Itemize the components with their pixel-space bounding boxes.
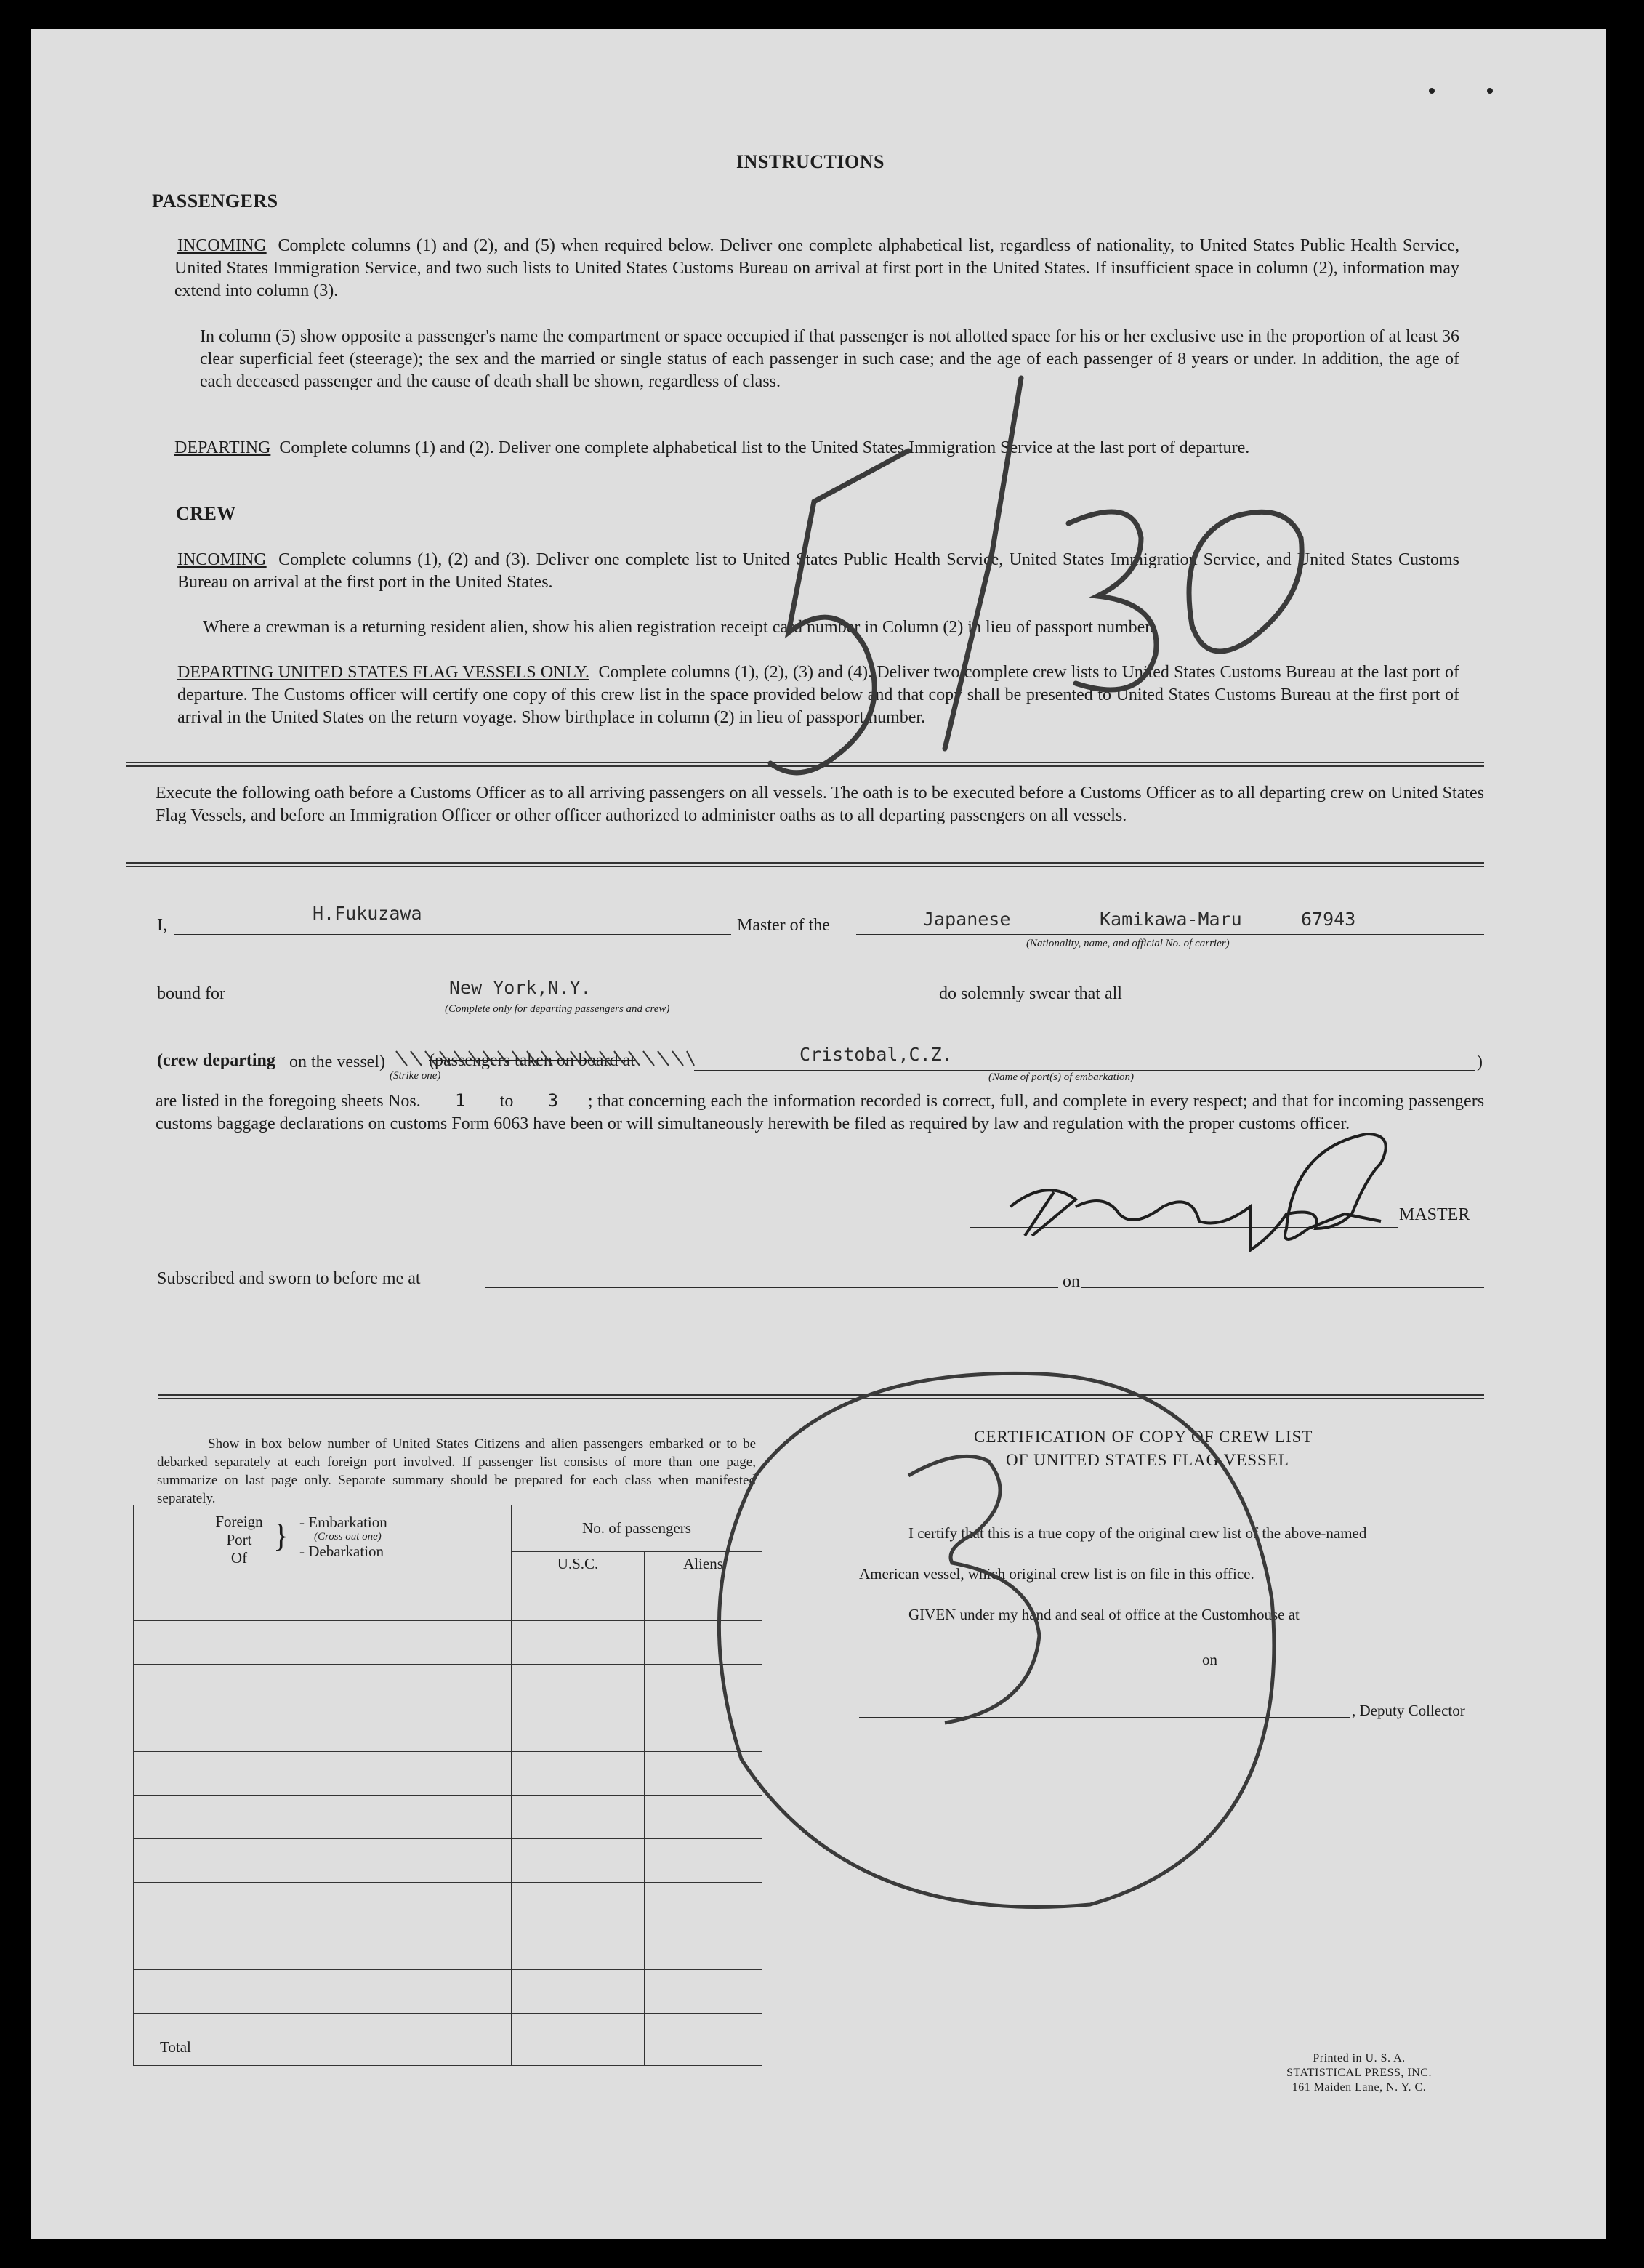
certification-title-line1: CERTIFICATION OF COPY OF CREW LIST bbox=[974, 1428, 1313, 1446]
passengers-departing-label: DEPARTING bbox=[174, 438, 271, 457]
swear-text: do solemnly swear that all bbox=[939, 984, 1122, 1003]
table-row bbox=[134, 1621, 762, 1665]
table-row bbox=[134, 1839, 762, 1883]
deputy-signature-line bbox=[859, 1717, 1350, 1718]
total-label: Total bbox=[134, 2014, 512, 2066]
port-line bbox=[694, 1070, 1475, 1071]
printer-imprint bbox=[1250, 2051, 1468, 2095]
nationality-value: Japanese bbox=[923, 909, 1011, 930]
embarkation-label: - Embarkation bbox=[299, 1513, 387, 1531]
printer-line3: 161 Maiden Lane, N. Y. C. bbox=[1292, 2081, 1427, 2094]
crew-incoming-text: Complete columns (1), (2) and (3). Deliver one complete list to United States Public Health Service, United States Immigration Service, and United States Customs Bureau on arrival at the first port in the United States. bbox=[177, 550, 1459, 592]
aliens-header: Aliens bbox=[645, 1551, 762, 1577]
crew-departing-label: DEPARTING UNITED STATES FLAG VESSELS ONLY. bbox=[177, 663, 589, 682]
of-label: Of bbox=[230, 1549, 248, 1567]
destination-value: New York,N.Y. bbox=[449, 977, 592, 998]
bound-for-label: bound for bbox=[157, 984, 225, 1003]
carrier-caption: (Nationality, name, and official No. of carrier) bbox=[1026, 938, 1230, 949]
listed-paragraph bbox=[156, 1090, 1484, 1135]
foreign-label: Foreign bbox=[215, 1513, 263, 1530]
cross-out-caption: (Cross out one) bbox=[314, 1531, 382, 1543]
strike-caption: (Strike one) bbox=[390, 1070, 441, 1082]
official-number-value: 67943 bbox=[1301, 909, 1356, 930]
crew-departing-paragraph bbox=[177, 662, 1459, 729]
table-row bbox=[134, 1752, 762, 1796]
total-row bbox=[134, 2014, 762, 2066]
master-name-line bbox=[174, 934, 731, 935]
crew-departing-text: Complete columns (1), (2), (3) and (4). Deliver two complete crew lists to United States Customs Bureau at the last port of departure. The Customs officer will certify one copy of this crew list in the space provided below and that copy shall be presented to United States Customs Bureau at the first port of arrival in the United States on the return voyage. Show birthplace in column (2) in lieu of passport number. bbox=[177, 663, 1459, 727]
printer-line2: STATISTICAL PRESS, INC. bbox=[1286, 2067, 1432, 2079]
crew-incoming-paragraph bbox=[177, 549, 1459, 594]
section-divider bbox=[126, 862, 1484, 867]
sheet-from-value: 1 bbox=[425, 1093, 495, 1109]
listed-rest: ; that concerning each the information recorded is correct, full, and complete in every respect; and that for incoming passengers customs baggage declarations on customs Form 6063 have been or will simultaneously herewith be filed as required by law and regulation with the proper customs officer. bbox=[156, 1092, 1485, 1133]
summary-note: Show in box below number of United States Citizens and alien passengers embarked or to be debarked separately at each foreign port involved. If passenger list consists of more than one page, summarize on last page only. Separate summary should be prepared for each class when manifested separately. bbox=[157, 1436, 756, 1506]
certification-on-label: on bbox=[1202, 1651, 1217, 1668]
passengers-heading: PASSENGERS bbox=[152, 190, 278, 212]
column5-paragraph: In column (5) show opposite a passenger's name the compartment or space occupied if that passenger is not allotted space for his or her exclusive use in the proportion of at least 36 clear superficial feet (steerage); the sex and the married or single status of each passenger in such case; and the age of each passenger of 8 years or under. In addition, the age of each deceased passenger and the cause of death shall be shown, regardless of class. bbox=[200, 327, 1459, 391]
deputy-collector-label: , Deputy Collector bbox=[1352, 1702, 1465, 1719]
crew-departing-label: (crew departing bbox=[157, 1051, 275, 1070]
brace-icon: } bbox=[273, 1518, 289, 1553]
subscribed-on-label: on bbox=[1063, 1272, 1080, 1291]
destination-caption: (Complete only for departing passengers and crew) bbox=[445, 1003, 670, 1015]
certification-line2: American vessel, which original crew list is on file in this office. bbox=[859, 1565, 1254, 1583]
carrier-line bbox=[856, 934, 1484, 935]
passenger-summary-table bbox=[133, 1505, 762, 2066]
subscribed-label: Subscribed and sworn to before me at bbox=[157, 1269, 421, 1288]
on-vessel-label: on the vessel) bbox=[289, 1053, 385, 1071]
passengers-incoming-label: INCOMING bbox=[177, 236, 267, 255]
passengers-incoming-text: Complete columns (1) and (2), and (5) when required below. Deliver one complete alphabetical list, regardless of nationality, to United States Public Health Service, United States Immigration Service, and two such lists to United States Customs Bureau on arrival at first port in the United States. If insufficient space in column (2), information may extend into column (3). bbox=[174, 236, 1460, 300]
instructions-title: INSTRUCTIONS bbox=[736, 151, 885, 172]
table-row bbox=[134, 1665, 762, 1708]
master-label: MASTER bbox=[1399, 1205, 1470, 1224]
close-paren: ) bbox=[1477, 1053, 1483, 1071]
table-row bbox=[134, 1577, 762, 1621]
port-value: Cristobal,C.Z. bbox=[799, 1044, 953, 1065]
crew-heading: CREW bbox=[176, 503, 236, 524]
master-of-label: Master of the bbox=[737, 916, 830, 935]
section-divider bbox=[126, 762, 1484, 767]
table-row bbox=[134, 1796, 762, 1839]
section-divider bbox=[158, 1394, 1484, 1399]
certification-line1: I certify that this is a true copy of the original crew list of the above-named bbox=[908, 1524, 1367, 1542]
usc-header: U.S.C. bbox=[512, 1551, 645, 1577]
passengers-departing-text: Complete columns (1) and (2). Deliver one complete alphabetical list to the United States Immigration Service at the last port of departure. bbox=[279, 438, 1250, 457]
master-name-value: H.Fukuzawa bbox=[313, 903, 422, 924]
passengers-taken-label: (passengers taken on board at bbox=[429, 1051, 635, 1070]
table-row bbox=[134, 1883, 762, 1926]
certification-line3: GIVEN under my hand and seal of office at the Customhouse at bbox=[908, 1606, 1300, 1623]
crew-incoming-label: INCOMING bbox=[177, 550, 267, 569]
to-label: to bbox=[499, 1092, 514, 1111]
oath-i-label: I, bbox=[157, 916, 167, 935]
sheet-to-value: 3 bbox=[518, 1093, 588, 1109]
printer-line1: Printed in U. S. A. bbox=[1313, 2052, 1406, 2064]
vessel-name-value: Kamikawa-Maru bbox=[1100, 909, 1242, 930]
passengers-incoming-paragraph bbox=[174, 235, 1459, 302]
subscribed-date-line bbox=[1081, 1287, 1484, 1288]
debarkation-label: - Debarkation bbox=[299, 1543, 384, 1560]
crew-resident-paragraph: Where a crewman is a returning resident alien, show his alien registration receipt card number in Column (2) in lieu of passport number. bbox=[203, 618, 1154, 637]
port-label: Port bbox=[226, 1531, 252, 1548]
table-row bbox=[134, 1970, 762, 2014]
table-row bbox=[134, 1708, 762, 1752]
certification-title-line2: OF UNITED STATES FLAG VESSEL bbox=[1006, 1451, 1289, 1469]
oath-intro: Execute the following oath before a Customs Officer as to all arriving passengers on all vessels. The oath is to be executed before a Customs Officer as to all departing crew on United States Flag Vessels, and before an Immigration Officer or other officer authorized to administer oaths as to all departing passengers on all vessels. bbox=[156, 784, 1484, 825]
signature-line bbox=[970, 1227, 1398, 1228]
table-row bbox=[134, 1926, 762, 1970]
listed-label: are listed in the foregoing sheets Nos. bbox=[156, 1092, 421, 1111]
passengers-departing-paragraph bbox=[174, 437, 1459, 459]
port-header-cell bbox=[134, 1505, 512, 1577]
no-passengers-header: No. of passengers bbox=[512, 1505, 762, 1552]
subscribed-place-line bbox=[485, 1287, 1058, 1288]
port-caption: (Name of port(s) of embarkation) bbox=[988, 1071, 1134, 1083]
